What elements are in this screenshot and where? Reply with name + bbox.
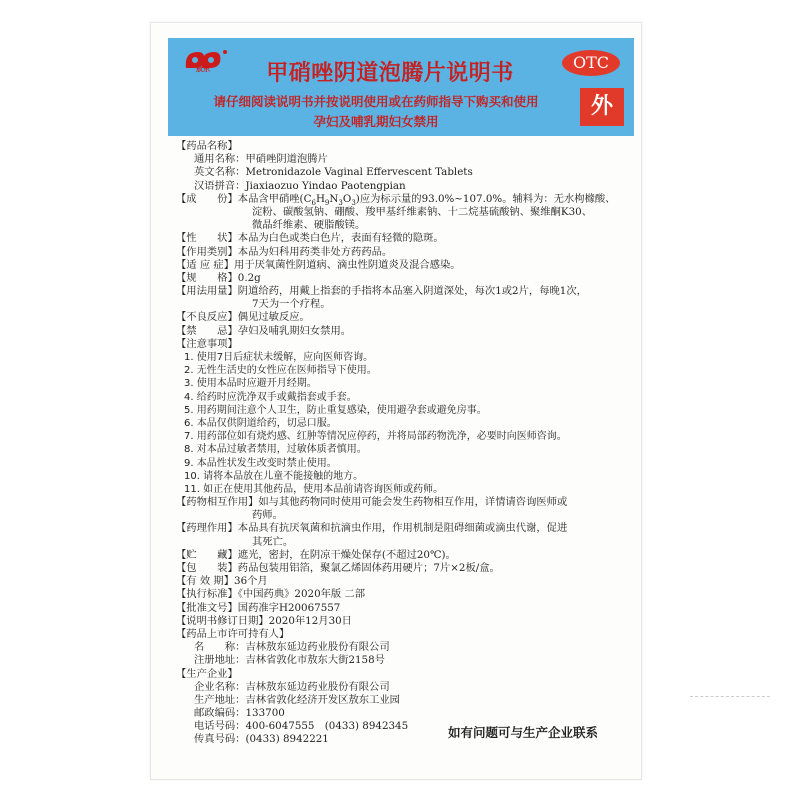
note-item: 1. 使用7日后症状未缓解，应向医师咨询。 (184, 352, 374, 363)
composition-line-2: 淀粉、碳酸氢钠、硼酸、羧甲基纤维素钠、十二烷基硫酸钠、聚维酮K30、 (252, 205, 592, 218)
note-item: 10. 请将本品放在儿童不能接触的地方。 (184, 470, 364, 482)
pharmacology-line-1: 【药理作用】本品具有抗厌氧菌和抗滴虫作用，作用机制是阻碍细菌或滴虫代谢，促进 (176, 522, 568, 535)
phone: 电话号码：400-6047555 (0433) 8942345 (194, 720, 409, 733)
contraindications: 【禁 忌】孕妇及哺乳期妇女禁用。 (176, 324, 352, 337)
appearance: 【性 状】本品为白色或类白色片，表面有轻微的隐斑。 (176, 232, 444, 245)
formula-sub: 3 (338, 198, 343, 207)
revision-date: 【说明书修订日期】2020年12月30日 (176, 614, 352, 627)
interaction-line-1: 【药物相互作用】如与其他药物同时使用可能会发生药物相互作用，详情请咨询医师或 (176, 496, 568, 509)
pinyin-name: 汉语拼音：Jiaxiaozuo Yindao Paotengpian (194, 179, 406, 192)
standard: 【执行标准】《中国药典》2020年版 二部 (176, 588, 366, 601)
note-item: 3. 使用本品时应避开月经期。 (184, 378, 317, 390)
adverse-reactions: 【不良反应】偶见过敏反应。 (176, 311, 310, 324)
holder-address: 注册地址：吉林省敦化市敖东大街2158号 (194, 654, 385, 667)
formula-part: N (329, 192, 339, 205)
fax: 传真号码：(0433) 8942221 (194, 733, 329, 746)
note-item: 11. 如正在使用其他药品，使用本品前请咨询医师或药师。 (184, 483, 444, 495)
dosage-line-2: 7天为一个疗程。 (252, 298, 331, 311)
note-item: 9. 本品性状发生改变时禁止使用。 (184, 457, 337, 469)
holder-heading: 【药品上市许可持有人】 (176, 627, 290, 640)
leaflet-body (176, 140, 636, 747)
formula-sub: 9 (324, 198, 330, 207)
specification: 【规 格】0.2g (176, 271, 261, 284)
page-title: 甲硝唑阴道泡腾片说明书 (266, 61, 514, 86)
formula-part: H (315, 192, 325, 205)
pharmacology-line-2: 其死亡。 (252, 535, 294, 548)
note-item: 7. 用药部位如有烧灼感、红肿等情况应停药，并将局部药物洗净，必要时向医师咨询。 (184, 431, 567, 443)
storage: 【贮 藏】遮光，密封，在阴凉干燥处保存(不超过20℃)。 (176, 548, 456, 561)
interaction-line-2: 药师。 (252, 509, 283, 522)
generic-name: 通用名称：甲硝唑阴道泡腾片 (194, 153, 328, 166)
usage-warning: 请仔细阅读说明书并按说明使用或在药师指导下购买和使用 (213, 94, 539, 109)
pregnancy-warning: 孕妇及哺乳期妇女禁用 (313, 114, 439, 129)
maker-name: 企业名称：吉林敖东延边药业股份有限公司 (194, 680, 390, 693)
note-item: 5. 用药期间注意个人卫生，防止重复感染，使用避孕套或避免房事。 (184, 404, 487, 416)
indication: 【适 应 症】用于厌氧菌性阴道病、滴虫性阴道炎及混合感染。 (176, 258, 461, 271)
english-name: 英文名称：Metronidazole Vaginal Effervescent Tablets (194, 166, 473, 179)
name-heading: 【药品名称】 (176, 140, 238, 152)
holder-name: 名 称：吉林敖东延边药业股份有限公司 (194, 641, 390, 654)
contact-note: 如有问题可与生产企业联系 (448, 725, 599, 740)
formula-part: O (342, 192, 352, 205)
dosage-line-1: 【用法用量】阴道给药，用戴上指套的手指将本品塞入阴道深处，每次1或2片，每晚1次， (176, 285, 587, 298)
validity: 【有 效 期】36个月 (176, 575, 268, 588)
postcode: 邮政编码：133700 (194, 707, 285, 720)
external-use-badge: 外 (580, 88, 624, 126)
formula-sub: 3 (351, 198, 356, 207)
composition-text: 【成 份】本品含甲硝唑(C (176, 192, 312, 205)
otc-badge: OTC (562, 50, 620, 76)
logo-text: 敖东 (196, 65, 210, 73)
note-item: 6. 本品仅供阴道给药，切忌口服。 (184, 417, 337, 429)
maker-heading: 【生产企业】 (176, 667, 238, 680)
note-item: 8. 对本品过敏者禁用，过敏体质者慎用。 (184, 444, 367, 456)
composition-line-1 (176, 193, 636, 206)
composition-line-3: 微晶纤维素、硬脂酸镁。 (252, 219, 366, 232)
category: 【作用类别】本品为妇科用药类非处方药药品。 (176, 245, 393, 258)
notes-heading: 【注意事项】 (176, 337, 238, 350)
approval-number: 【批准文号】国药准字H20067557 (176, 601, 341, 614)
packaging: 【包 装】药品包装用铝箔，聚氯乙烯固体药用硬片；7片×2板/盒。 (176, 562, 500, 574)
composition-text: )应为标示量的93.0%~107.0%。辅料为：无水枸橼酸、 (355, 192, 616, 205)
maker-address: 生产地址：吉林省敦化经济开发区敖东工业园 (194, 693, 400, 706)
note-item: 4. 给药时应洗净双手或戴指套或手套。 (184, 391, 357, 403)
scan-mark (690, 696, 770, 697)
formula-sub: 6 (311, 198, 316, 207)
note-item: 2. 无性生活史的女性应在医师指导下使用。 (184, 365, 377, 377)
